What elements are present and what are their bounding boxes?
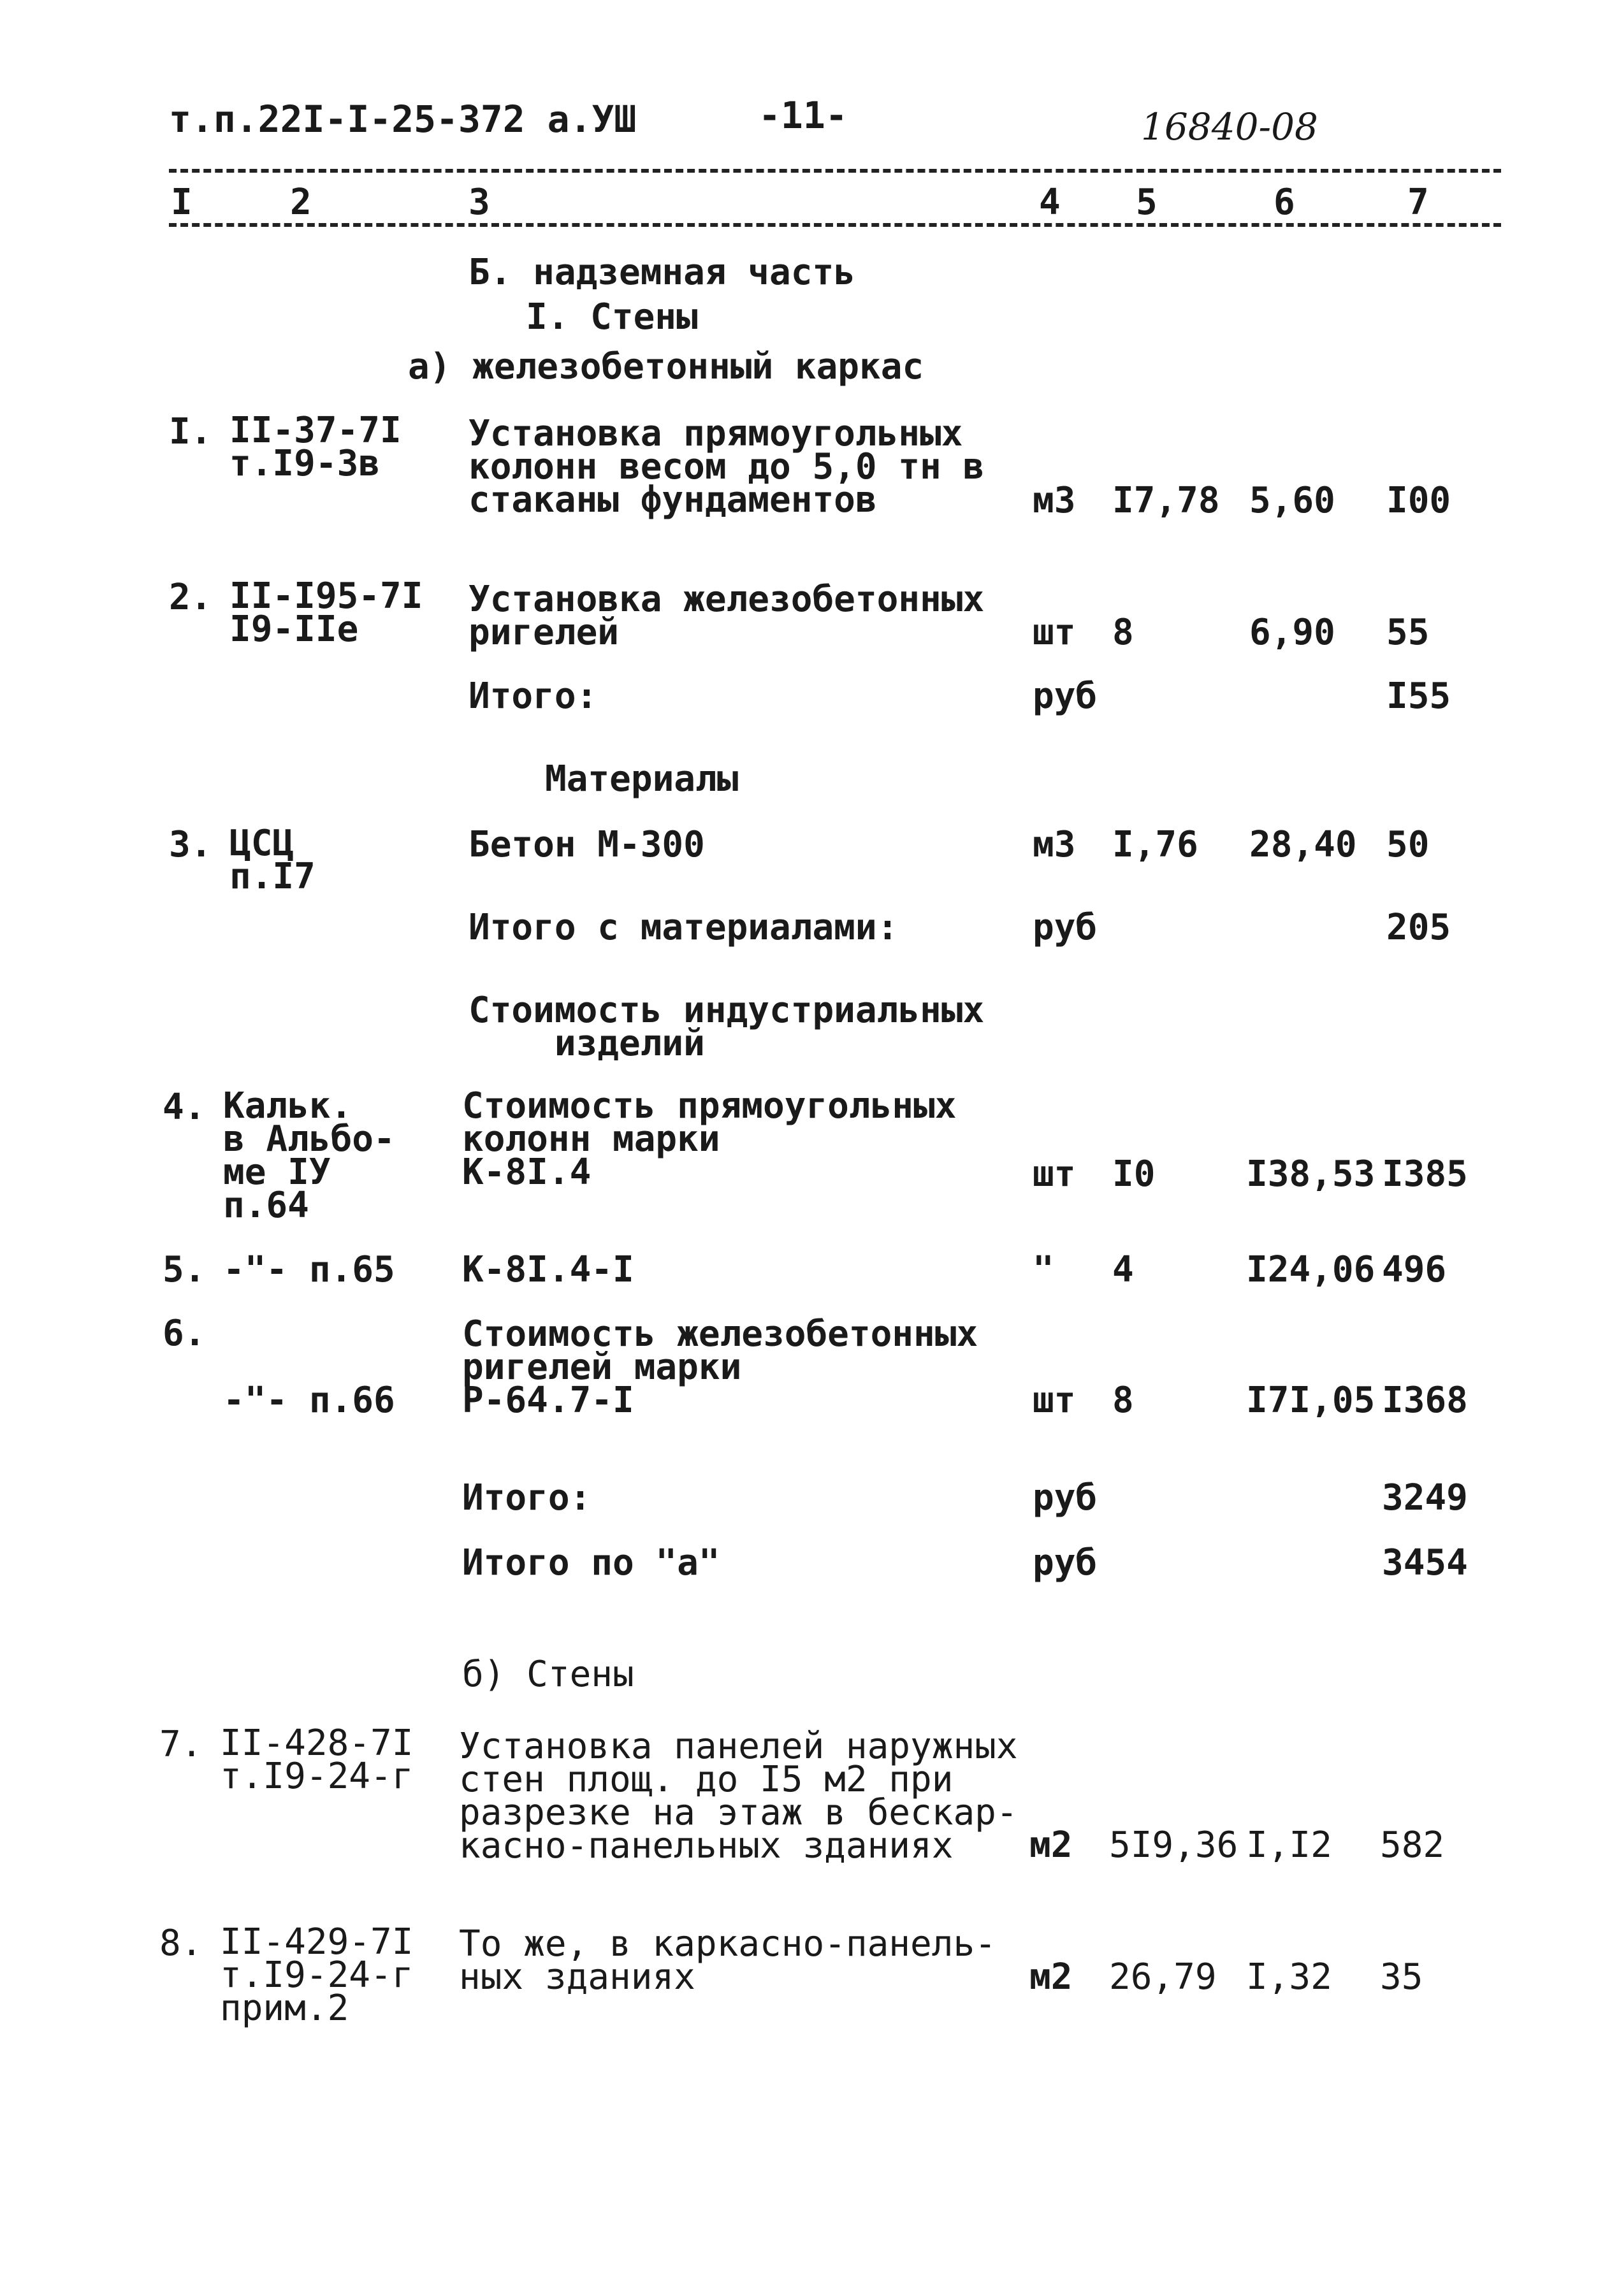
row-3-reference: ЦСЦ п.I7 [229, 823, 316, 897]
section-heading-walls-b: б) Стены [462, 1654, 634, 1695]
document-reference: т.п.22I-I-25-372 а.УШ [169, 97, 637, 141]
row-7-unit: м2 [1029, 1824, 1073, 1866]
row-3-price: 28,40 [1249, 824, 1357, 865]
row-5-quantity: 4 [1112, 1249, 1134, 1290]
section-heading-frame-a: а) железобетонный каркас [408, 346, 924, 387]
row-4-price: I38,53 [1246, 1153, 1376, 1195]
row-7-total: 582 [1380, 1824, 1445, 1866]
total-a-total: 3454 [1382, 1542, 1468, 1584]
row-1-total: I00 [1386, 480, 1451, 521]
row-1-description: Установка прямоугольных колонн весом до 5,0 тн в стаканы фундаментов [468, 413, 985, 521]
row-4-number: 4. [163, 1087, 206, 1128]
row-1-unit: м3 [1033, 480, 1076, 521]
section-heading-part-b: Б. надземная часть [468, 252, 855, 293]
subtotal-materials-unit: руб [1033, 907, 1098, 948]
row-6-price: I7I,05 [1246, 1380, 1376, 1421]
row-2-total: 55 [1386, 612, 1430, 653]
column-number-4: 4 [1039, 182, 1061, 223]
row-1-quantity: I7,78 [1112, 480, 1220, 521]
section-heading-walls-1: I. Стены [526, 296, 698, 338]
row-2-reference: II-I95-7I I9-IIе [229, 575, 423, 650]
column-number-3: 3 [468, 182, 490, 223]
row-5-price: I24,06 [1246, 1249, 1376, 1290]
section-heading-industrial: Стоимость индустриальных изделий [468, 990, 985, 1064]
subtotal-materials-label: Итого с материалами: [468, 907, 899, 948]
total-a-label: Итого по "а" [462, 1542, 720, 1584]
row-4-quantity: I0 [1112, 1153, 1156, 1195]
column-number-5: 5 [1136, 182, 1158, 223]
row-4-reference: Кальк. в Альбо- ме IУ п.64 [223, 1085, 395, 1226]
row-6-description: Стоимость железобетонных ригелей марки Р-64.7-I [462, 1313, 978, 1421]
row-8-description: То же, в каркасно-панель- ных зданиях [459, 1923, 996, 1998]
row-6-unit: шт [1033, 1380, 1076, 1421]
row-2-description: Установка железобетонных ригелей [468, 579, 985, 653]
subtotal-industrial-label: Итого: [462, 1477, 592, 1519]
subtotal-industrial-unit: руб [1033, 1477, 1098, 1519]
row-4-description: Стоимость прямоугольных колонн марки К-8I.4 [462, 1085, 957, 1193]
header-dashed-line-bottom [169, 223, 1501, 227]
row-5-reference: -"- п.65 [223, 1249, 395, 1290]
row-4-total: I385 [1382, 1153, 1468, 1195]
row-6-reference: -"- п.66 [223, 1380, 395, 1421]
row-8-price: I,32 [1246, 1956, 1332, 1998]
row-5-description: К-8I.4-I [462, 1249, 634, 1290]
document-number: 16840-08 [1141, 105, 1318, 148]
page-number: -11- [759, 94, 848, 137]
row-7-number: 7. [159, 1724, 203, 1765]
subtotal-1-total: I55 [1386, 675, 1451, 717]
row-5-total: 496 [1382, 1249, 1447, 1290]
row-3-number: 3. [169, 824, 212, 865]
row-5-unit: " [1033, 1249, 1054, 1290]
row-1-reference: II-37-7I т.I9-3в [229, 410, 402, 484]
row-2-unit: шт [1033, 612, 1076, 653]
header-dashed-line-top [169, 169, 1501, 173]
row-8-reference: II-429-7I т.I9-24-г прим.2 [220, 1921, 414, 2029]
row-3-unit: м3 [1033, 824, 1076, 865]
column-number-6: 6 [1274, 182, 1295, 223]
row-3-description: Бетон М-300 [468, 824, 705, 865]
row-8-unit: м2 [1029, 1956, 1073, 1998]
row-8-total: 35 [1380, 1956, 1423, 1998]
row-2-number: 2. [169, 577, 212, 618]
row-3-total: 50 [1386, 824, 1430, 865]
subtotal-industrial-total: 3249 [1382, 1477, 1468, 1519]
row-7-price: I,I2 [1246, 1824, 1332, 1866]
section-heading-materials: Материалы [545, 758, 739, 800]
row-3-quantity: I,76 [1112, 824, 1198, 865]
subtotal-materials-total: 205 [1386, 907, 1451, 948]
row-6-number: 6. [163, 1313, 206, 1354]
row-6-total: I368 [1382, 1380, 1468, 1421]
row-8-quantity: 26,79 [1109, 1956, 1217, 1998]
row-8-number: 8. [159, 1923, 203, 1964]
total-a-unit: руб [1033, 1542, 1098, 1584]
row-5-number: 5. [163, 1249, 206, 1290]
row-7-reference: II-428-7I т.I9-24-г [220, 1722, 414, 1797]
column-number-7: 7 [1407, 182, 1429, 223]
subtotal-1-label: Итого: [468, 675, 598, 717]
row-7-description: Установка панелей наружных стен площ. до I5 м2 при разрезке на этаж в бескар- касно-панельных зданиях [459, 1726, 1018, 1866]
row-1-number: I. [169, 411, 212, 452]
column-number-1: I [171, 182, 192, 223]
row-1-price: 5,60 [1249, 480, 1335, 521]
row-6-quantity: 8 [1112, 1380, 1134, 1421]
row-4-unit: шт [1033, 1153, 1076, 1195]
row-2-price: 6,90 [1249, 612, 1335, 653]
subtotal-1-unit: руб [1033, 675, 1098, 717]
row-2-quantity: 8 [1112, 612, 1134, 653]
column-number-2: 2 [290, 182, 312, 223]
row-7-quantity: 5I9,36 [1109, 1824, 1238, 1866]
